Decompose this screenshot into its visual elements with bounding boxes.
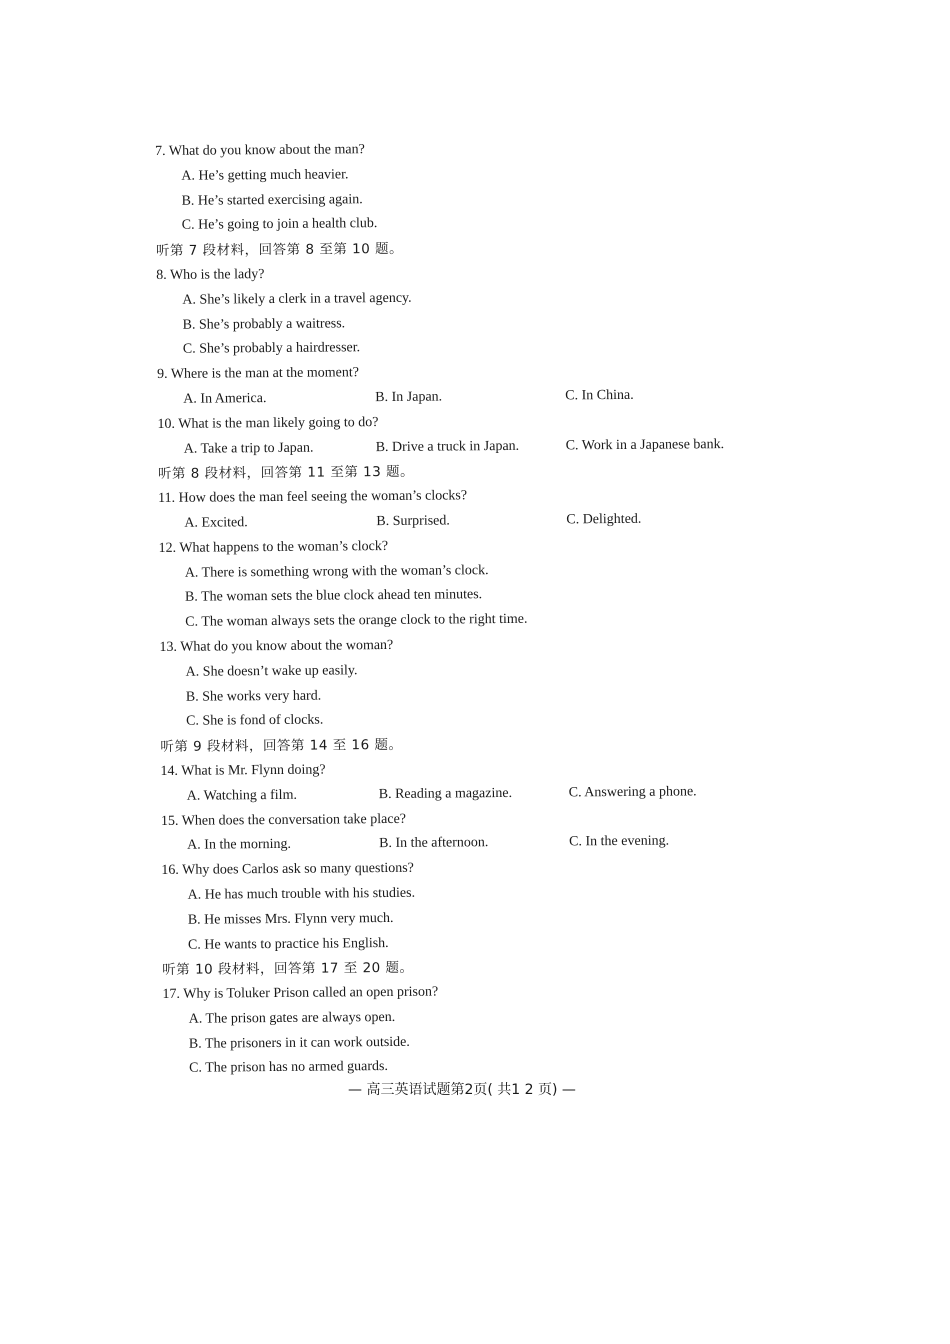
option-item: A. Watching a film. — [186, 787, 297, 804]
question-text: 7. What do you know about the man? — [155, 142, 365, 159]
question-text: 9. Where is the man at the moment? — [156, 365, 360, 383]
question-text: 13. What do you know about the woman? — [159, 637, 394, 655]
section-instruction: 听第 8 段材料，回答第 11 至第 13 题。 — [157, 464, 415, 483]
option-item: C. Delighted. — [566, 511, 642, 528]
option-item: B. The woman sets the blue clock ahead ten minutes. — [184, 587, 483, 606]
question-text: 17. Why is Toluker Prison called an open prison? — [162, 984, 439, 1003]
option-item: C. In China. — [565, 387, 634, 404]
option-item: A. Take a trip to Japan. — [183, 440, 314, 457]
option-item: A. In the morning. — [187, 837, 292, 854]
question-list — [155, 134, 803, 1082]
question-text: 12. What happens to the woman’s clock? — [158, 538, 389, 556]
option-item: B. Drive a truck in Japan. — [375, 438, 520, 455]
option-item: A. She doesn’t wake up easily. — [185, 662, 358, 680]
question-text: 8. Who is the lady? — [156, 267, 265, 283]
page-footer: — 高三英语试题第2页( 共1 2 页) — — [348, 1082, 576, 1098]
option-item: A. In America. — [183, 391, 267, 407]
option-item: B. In Japan. — [375, 389, 443, 406]
question-text: 15. When does the conversation take place? — [160, 811, 407, 829]
option-item: A. Excited. — [184, 515, 248, 531]
section-instruction: 听第 7 段材料，回答第 8 至第 10 题。 — [155, 241, 404, 260]
question-text: 16. Why does Carlos ask so many questions? — [161, 860, 414, 879]
option-item: A. The prison gates are always open. — [188, 1009, 396, 1027]
option-item: C. The woman always sets the orange clock to the right time. — [185, 611, 528, 630]
option-item: A. There is something wrong with the woman’s clock. — [184, 562, 489, 581]
option-item: C. She is fond of clocks. — [186, 712, 324, 730]
option-item: C. He wants to practice his English. — [187, 935, 389, 953]
option-item: B. Surprised. — [376, 513, 450, 530]
option-item: C. He’s going to join a health club. — [181, 216, 378, 234]
option-item: C. The prison has no armed guards. — [189, 1059, 388, 1077]
option-item: A. He’s getting much heavier. — [181, 167, 349, 184]
question-text: 10. What is the man likely going to do? — [157, 414, 379, 432]
option-item: B. She’s probably a waitress. — [182, 315, 346, 333]
section-instruction: 听第 10 段材料，回答第 17 至 20 题。 — [162, 960, 414, 979]
question-text: 11. How does the man feel seeing the woman’s clocks? — [158, 488, 468, 507]
option-item: B. She works very hard. — [185, 688, 322, 705]
section-instruction: 听第 9 段材料，回答第 14 至 16 题。 — [160, 736, 403, 756]
option-item: B. In the afternoon. — [379, 835, 489, 852]
option-item: C. In the evening. — [569, 833, 670, 850]
option-item: B. He misses Mrs. Flynn very much. — [187, 910, 394, 928]
option-item: A. She’s likely a clerk in a travel agency. — [182, 290, 412, 308]
option-item: A. He has much trouble with his studies. — [187, 885, 416, 903]
question-text: 14. What is Mr. Flynn doing? — [160, 762, 326, 779]
option-item: C. Answering a phone. — [568, 784, 697, 801]
option-item: B. The prisoners in it can work outside. — [188, 1034, 410, 1052]
option-item: C. Work in a Japanese bank. — [565, 436, 725, 453]
option-item: B. He’s started exercising again. — [181, 191, 363, 209]
option-item: B. Reading a magazine. — [378, 785, 513, 802]
option-item: C. She’s probably a hairdresser. — [182, 340, 361, 358]
